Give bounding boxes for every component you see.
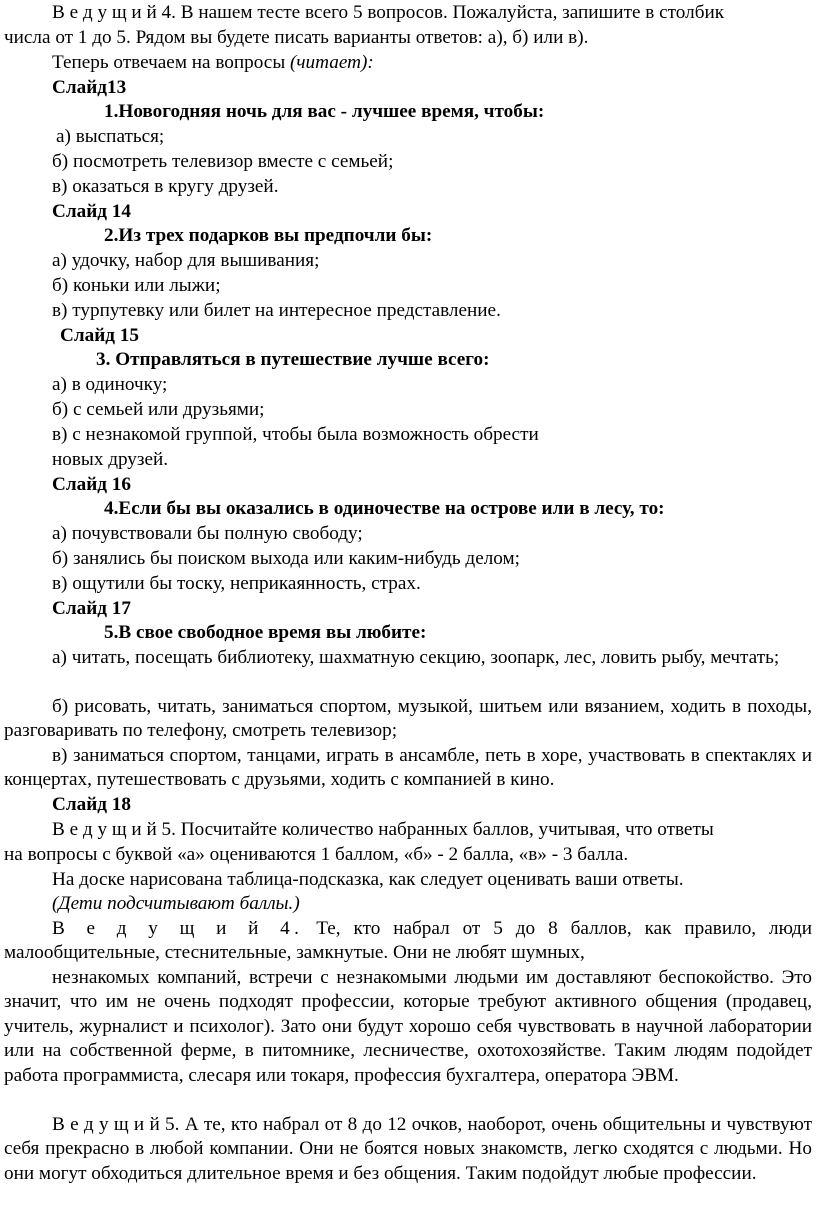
question-4-option-a: а) почувствовали бы полную свободу; [52,523,363,544]
result2-text-1: А те, кто набрал от 8 до 12 очков, наоборот, очень общительны и чувствуют себя прекрасно в любой компании. Они не боятся новых знакомств, легко сходятся с людьми. Но они могут обходиться длительное время и без общения. Таким подойдут любые профессии. [4,1114,812,1184]
result1-speaker: В е д у щ и й 4. [52,918,304,939]
intro-line1 [4,1,812,25]
scoring-speaker: В е д у щ и й 5. [52,819,176,840]
slide-15-label: Слайд 15 [60,325,139,346]
question-3-option-b: б) с семьей или друзьями; [52,399,265,420]
question-5-option-c: в) заниматься спортом, танцами, играть в ансамбле, петь в хоре, участвовать в спектаклях и концертах, путешествовать с друзьями, ходить с компанией в кино. [4,745,812,791]
question-5-option-b: б) рисовать, читать, заниматься спортом, музыкой, шитьем или вязанием, ходить в походы, разговаривать по телефону, смотреть телевизор; [4,696,812,742]
question-3: 3. Отправляться в путешествие лучше всего: [96,349,490,370]
question-5: 5.В свое свободное время вы любите: [104,622,427,643]
slide-16-label: Слайд 16 [52,474,131,495]
question-3-option-c: в) с незнакомой группой, чтобы была возможность обрести [52,424,539,445]
question-2-option-b: б) коньки или лыжи; [52,275,221,296]
intro-answer-italic: (читает): [290,52,374,73]
question-4-option-c: в) ощутили бы тоску, неприкаянность, страх. [52,573,421,594]
question-5-option-a: а) читать, посещать библиотеку, шахматную секцию, зоопарк, лес, ловить рыбу, мечтать; [52,647,780,668]
question-1: 1.Новогодняя ночь для вас - лучшее время, чтобы: [104,101,545,122]
intro-text-1: В нашем тесте всего 5 вопросов. Пожалуйста, запишите в столбик [175,2,725,23]
scoring-text-1: Посчитайте количество набранных баллов, учитывая, что ответы [175,819,714,840]
intro-answer-line [4,51,812,75]
question-3-option-a: а) в одиночку; [52,374,168,395]
scoring-note: (Дети подсчитывают баллы.) [52,893,300,914]
scoring-line1 [4,818,812,842]
scoring-board: На доске нарисована таблица-подсказка, как следует оценивать ваши ответы. [52,869,684,890]
scoring-line2: на вопросы с буквой «а» оцениваются 1 баллом, «б» - 2 балла, «в» - 3 балла. [4,844,629,865]
intro-line2: числа от 1 до 5. Рядом вы будете писать варианты ответов: а), б) или в). [4,27,589,48]
slide-18-label: Слайд 18 [52,794,131,815]
question-1-option-c: в) оказаться в кругу друзей. [52,176,279,197]
slide-13-label: Слайд13 [52,77,127,98]
intro-speaker: В е д у щ и й 4. [52,2,176,23]
question-1-option-b: б) посмотреть телевизор вместе с семьей; [52,151,394,172]
question-4-option-b: б) занялись бы поиском выхода или каким-нибудь делом; [52,548,520,569]
result2-speaker: В е д у щ и й 5. [52,1114,180,1135]
result1-text-1: Те, кто набрал от 5 до 8 баллов, как правило, люди малообщительные, стеснительные, замкнутые. Они не любят шумных, [4,918,812,964]
question-2: 2.Из трех подарков вы предпочли бы: [104,225,433,246]
question-1-option-a: а) выспаться; [56,126,165,147]
question-2-option-c: в) турпутевку или билет на интересное представление. [52,300,501,321]
result2-paragraph [4,1113,812,1186]
question-4: 4.Если бы вы оказались в одиночестве на острове или в лесу, то: [104,498,665,519]
question-3-option-c-cont: новых друзей. [52,449,169,470]
slide-17-label: Слайд 17 [52,598,131,619]
result1-paragraph-2: незнакомых компаний, встречи с незнакомыми людьми им доставляют беспокойство. Это значит, что им не очень подходят профессии, которые требуют активного общения (продавец, учитель, журналист и психолог). Зато они будут хорошо себя чувствовать в научной лаборатории или на собственной ферме, в питомнике, лесничестве, охотохозяйстве. Таким людям подойдет работа программиста, слесаря или токаря, профессия бухгалтера, оператора ЭВМ. [4,967,812,1086]
result1-paragraph-1 [4,917,812,966]
slide-14-label: Слайд 14 [52,201,131,222]
intro-answer-prefix: Теперь отвечаем на вопросы [52,52,291,73]
question-2-option-a: а) удочку, набор для вышивания; [52,250,320,271]
